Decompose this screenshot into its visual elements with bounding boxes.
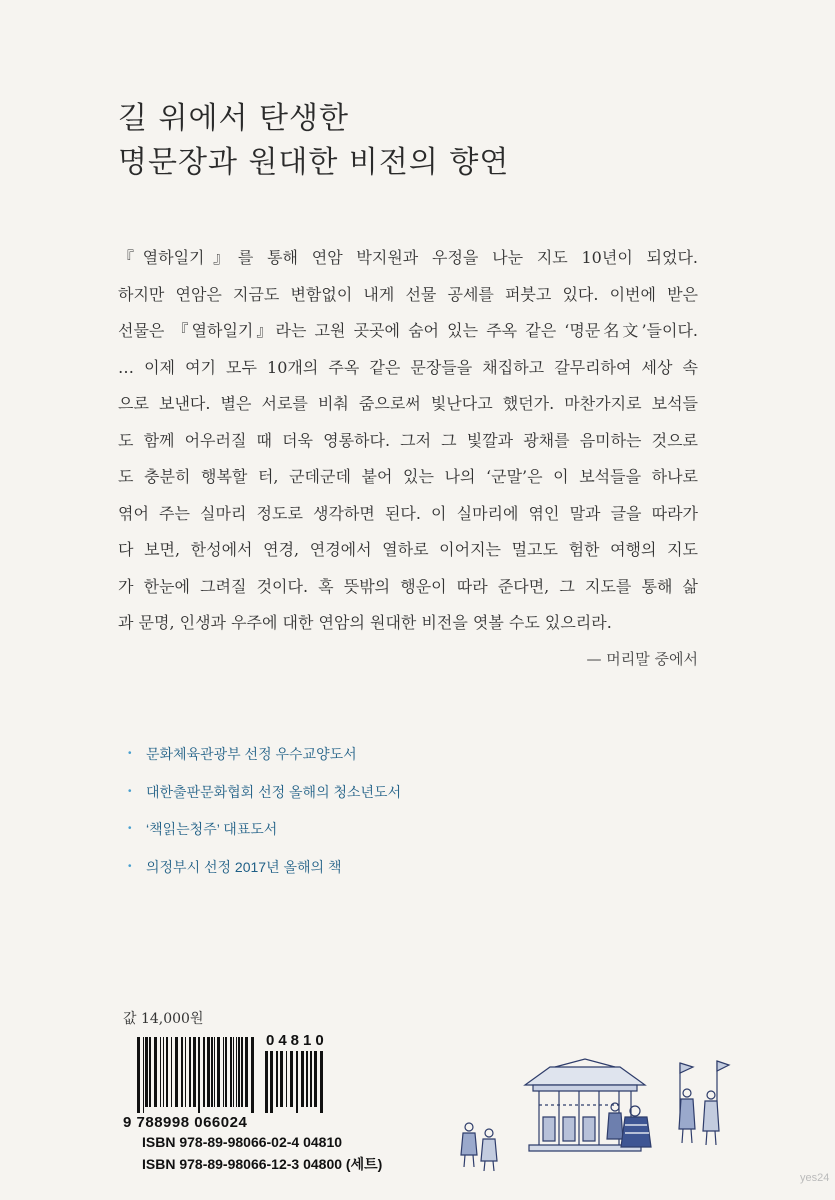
body-line: 하지만 연암은 지금도 변함없이 내게 선물 공세를 퍼붓고 있다. 이번에 받은 — [118, 284, 698, 304]
award-label: ‘책읽는청주’ 대표도서 — [146, 821, 278, 837]
body-line: 엮어 주는 실마리 정도로 생각하면 된다. 이 실마리에 엮인 말과 글을 따라가 — [118, 503, 698, 523]
award-list — [128, 744, 401, 894]
barcode-bar — [166, 1037, 168, 1107]
headline — [118, 97, 509, 185]
barcode-addon-number: 04810 — [266, 1032, 328, 1049]
award-label: 대한출판문화협회 선정 올해의 청소년도서 — [146, 783, 402, 800]
award-item — [128, 744, 401, 782]
excerpt-body — [118, 240, 698, 642]
barcode-bar — [276, 1051, 278, 1107]
body-line: 선물은 『열하일기』라는 고원 곳곳에 숨어 있는 주옥 같은 ‘명문名文’들이다. — [118, 321, 698, 340]
body-line: 가 한눈에 그려질 것이다. 혹 뜻밖의 행운이 따라 준다면, 그 지도를 통해 삶 — [118, 576, 698, 596]
bullet-icon: • — [128, 748, 132, 759]
barcode-bar — [296, 1051, 298, 1113]
barcode-bar — [207, 1037, 210, 1107]
body-line: 도 충분히 행복할 터, 군데군데 붙어 있는 나의 ‘군말’은 이 보석들을 하나로 — [118, 467, 698, 486]
barcode-bar — [185, 1037, 186, 1107]
barcode-bar — [163, 1037, 164, 1107]
watermark: yes24 — [800, 1172, 830, 1184]
barcode-bar — [230, 1037, 232, 1107]
barcode-bar — [301, 1051, 304, 1107]
barcode-bar — [265, 1051, 268, 1113]
barcode-bar — [225, 1037, 227, 1107]
barcode-bar — [203, 1037, 205, 1107]
barcode-digits: 9 788998 066024 — [123, 1114, 248, 1131]
barcode-bar — [280, 1051, 283, 1107]
isbn-line-1: ISBN 978-89-98066-02-4 04810 — [142, 1134, 343, 1150]
barcode-bar — [145, 1037, 148, 1107]
barcode-bar — [306, 1051, 308, 1107]
barcode-bar — [310, 1051, 312, 1107]
barcode-bar — [160, 1037, 161, 1107]
barcode-bar — [149, 1037, 151, 1107]
barcode-bar — [189, 1037, 191, 1107]
body-line: 도 함께 어우러질 때 더욱 영롱하다. 그저 그 빛깔과 광채를 음미하는 것으로 — [118, 430, 698, 450]
barcode-bar — [245, 1037, 248, 1107]
body-line: 으로 보낸다. 별은 서로를 비춰 줌으로써 빛난다고 했던가. 마찬가지로 보석들 — [118, 394, 698, 413]
barcode-bar — [211, 1037, 213, 1107]
barcode-bar — [314, 1051, 317, 1107]
barcode-bar — [286, 1051, 287, 1107]
body-line: 다 보면, 한성에서 연경, 연경에서 열하로 이어지는 멀고도 험한 여행의 지도 — [118, 540, 698, 559]
barcode-bar — [143, 1037, 144, 1113]
award-item — [128, 782, 401, 820]
barcode-bar — [193, 1037, 196, 1107]
barcode-bar — [290, 1051, 293, 1107]
barcode-bar — [181, 1037, 183, 1107]
ean13-bars — [137, 1037, 254, 1113]
barcode-bar — [137, 1037, 140, 1113]
price: 값 14,000원 — [123, 1011, 204, 1027]
travelers-illustration — [455, 1055, 735, 1175]
barcode-bar — [233, 1037, 234, 1107]
barcode-bar — [223, 1037, 224, 1107]
award-item — [128, 857, 401, 895]
body-line: 과 문명, 인생과 우주에 대한 연암의 원대한 비전을 엿볼 수도 있으리라. — [118, 613, 612, 632]
barcode-bar — [320, 1051, 323, 1113]
barcode-bar — [270, 1051, 273, 1113]
barcode-bar — [171, 1037, 172, 1107]
bullet-icon: • — [128, 785, 132, 797]
headline-line-2: 명문장과 원대한 비전의 향연 — [118, 145, 510, 180]
barcode-bar — [238, 1037, 240, 1107]
award-item — [128, 819, 401, 857]
headline-line-1: 길 위에서 탄생한 — [118, 101, 349, 136]
body-line: 『열하일기』를 통해 연암 박지원과 우정을 나눈 지도 10년이 되었다. — [118, 248, 698, 267]
bullet-icon: • — [128, 823, 132, 834]
addon-bars — [265, 1051, 323, 1113]
barcode-bar — [214, 1037, 215, 1107]
isbn-line-2: ISBN 978-89-98066-12-3 04800 (세트) — [142, 1156, 383, 1172]
award-label: 문화체육관광부 선정 우수교양도서 — [146, 746, 357, 762]
excerpt-source: — 머리말 중에서 — [586, 650, 698, 668]
award-label: 의정부시 선정 2017년 올해의 책 — [146, 858, 342, 875]
bullet-icon: • — [128, 860, 132, 872]
body-line: … 이제 여기 모두 10개의 주옥 같은 문장들을 채집하고 갈무리하여 세상 속 — [118, 357, 698, 377]
barcode-bar — [154, 1037, 157, 1107]
barcode-bar — [217, 1037, 220, 1107]
barcode-bar — [241, 1037, 243, 1107]
barcode-bar — [251, 1037, 254, 1113]
barcode-bar — [236, 1037, 237, 1107]
barcode-bar — [175, 1037, 178, 1107]
barcode-bar — [198, 1037, 200, 1113]
